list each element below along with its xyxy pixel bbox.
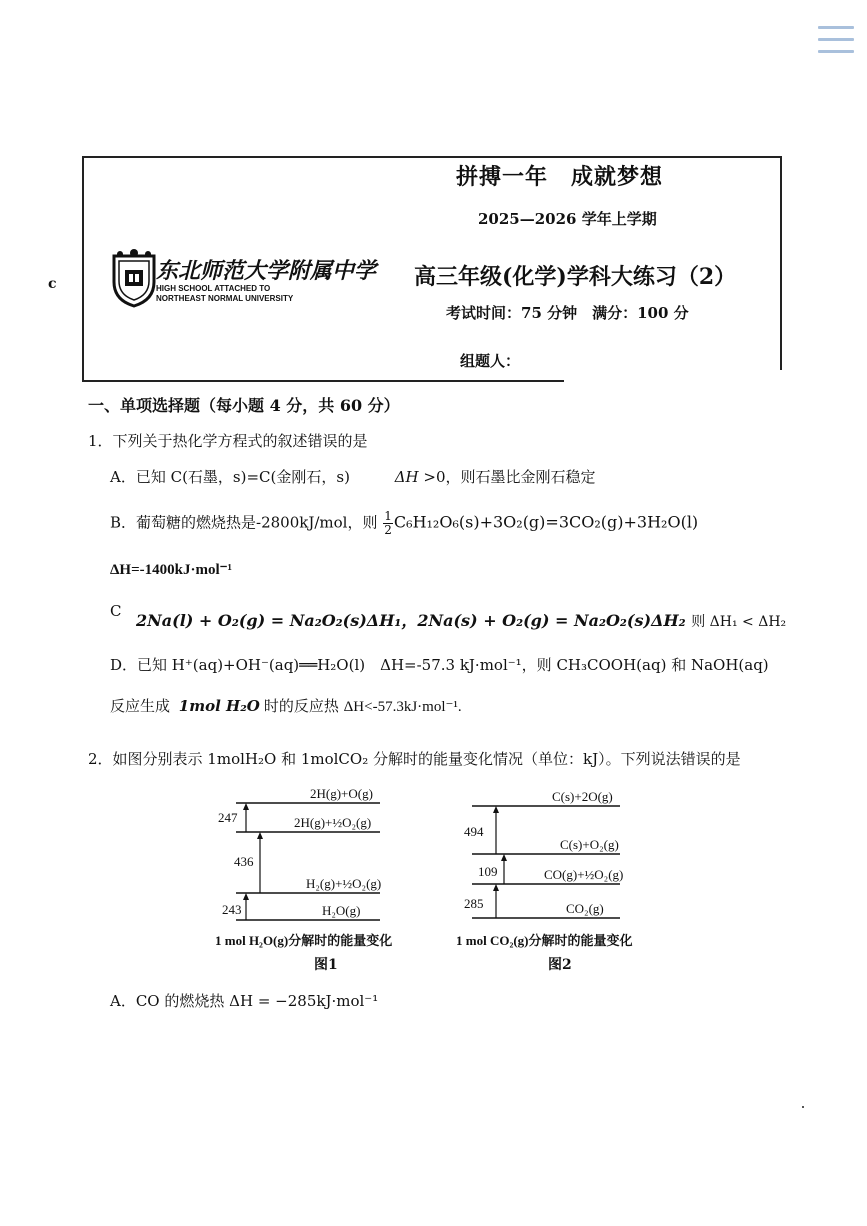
q1-option-c: 2Na(l) + O₂(g) = Na₂O₂(s)ΔH₁，2Na(s) + O₂(g) = Na₂O₂(s)ΔH₂ 则 ΔH₁ < ΔH₂ xyxy=(136,611,787,630)
figure-2-energy-diagram xyxy=(460,784,660,928)
fig2-label: 图2 xyxy=(548,957,572,973)
school-name-en: HIGH SCHOOL ATTACHED TO NORTHEAST NORMAL UNIVERSITY xyxy=(156,284,294,303)
fig1-caption: 1 mol H₂O(g)分解时的能量变化 xyxy=(215,933,393,948)
fig1-level-4: H₂O(g) xyxy=(322,903,361,918)
fig1-level-3: H₂(g)+½O₂(g) xyxy=(306,876,382,891)
fig2-value-494: 494 xyxy=(464,824,484,839)
school-name: 东北师范大学附属中学 xyxy=(156,258,377,284)
q1-option-a: A．已知 C(石墨，s)=C(金刚石，s) ΔH >0，则石墨比金刚石稳定 xyxy=(110,468,596,486)
fig2-level-4: CO₂(g) xyxy=(566,901,604,916)
stray-mark: c xyxy=(48,276,57,292)
fig2-value-109: 109 xyxy=(478,864,498,879)
q1-option-c-label: C xyxy=(110,602,122,620)
question-1-stem: 1．下列关于热化学方程式的叙述错误的是 xyxy=(88,432,368,450)
fig1-value-436: 436 xyxy=(234,854,254,869)
motto: 拼搏一年 成就梦想 xyxy=(456,164,664,190)
q1-option-b-dh: ΔH=-1400kJ·mol⁻¹ xyxy=(110,562,233,578)
term: 2025—2026 学年上学期 xyxy=(478,210,657,228)
scan-speck xyxy=(802,1106,804,1108)
question-2-stem: 2．如图分别表示 1molH₂O 和 1molCO₂ 分解时的能量变化情况（单位：kJ）。下列说法错误的是 xyxy=(88,750,741,768)
exam-title: 高三年级(化学)学科大练习（2） xyxy=(414,264,737,290)
q2-option-a: A．CO 的燃烧热 ΔH = −285kJ·mol⁻¹ xyxy=(110,992,379,1010)
figure-1-energy-diagram xyxy=(214,784,414,928)
fig1-value-243: 243 xyxy=(222,902,242,917)
q1-option-b: B．葡萄糖的燃烧热是-2800kJ/mol，则 $\frac{1}{2}$ C₆H₁₂O₆(s)+3O₂(g)=3CO₂(g)+3H₂O(l) xyxy=(110,509,699,537)
section-title: 一、单项选择题（每小题 4 分，共 60 分） xyxy=(88,396,400,415)
menu-line xyxy=(818,26,854,29)
fraction-half: $\frac{1}{2}$ xyxy=(384,509,392,537)
exam-info: 考试时间：75 分钟 满分：100 分 xyxy=(446,304,689,322)
fig2-level-2: C(s)+O₂(g) xyxy=(560,837,619,852)
setter: 组题人： xyxy=(460,352,521,370)
fig2-level-1: C(s)+2O(g) xyxy=(552,789,613,804)
fig1-label: 图1 xyxy=(314,957,338,973)
menu-line xyxy=(818,38,854,41)
fig1-value-247: 247 xyxy=(218,810,238,825)
fig2-value-285: 285 xyxy=(464,896,484,911)
hamburger-menu-icon[interactable] xyxy=(818,24,854,56)
fig1-level-1: 2H(g)+O(g) xyxy=(310,786,373,801)
fig2-caption: 1 mol CO₂(g)分解时的能量变化 xyxy=(456,933,633,948)
q1-option-d: D．已知 H⁺(aq)+OH⁻(aq)══H₂O(l) ΔH=-57.3 kJ·mol⁻¹，则 CH₃COOH(aq) 和 NaOH(aq) xyxy=(110,656,769,674)
menu-line xyxy=(818,50,854,53)
q1-option-d-line2: 反应生成 1mol H₂O 时的反应热 ΔH<-57.3kJ·mol⁻¹. xyxy=(110,697,462,715)
fig1-level-2: 2H(g)+½O₂(g) xyxy=(294,815,372,830)
fig2-level-3: CO(g)+½O₂(g) xyxy=(544,867,624,882)
